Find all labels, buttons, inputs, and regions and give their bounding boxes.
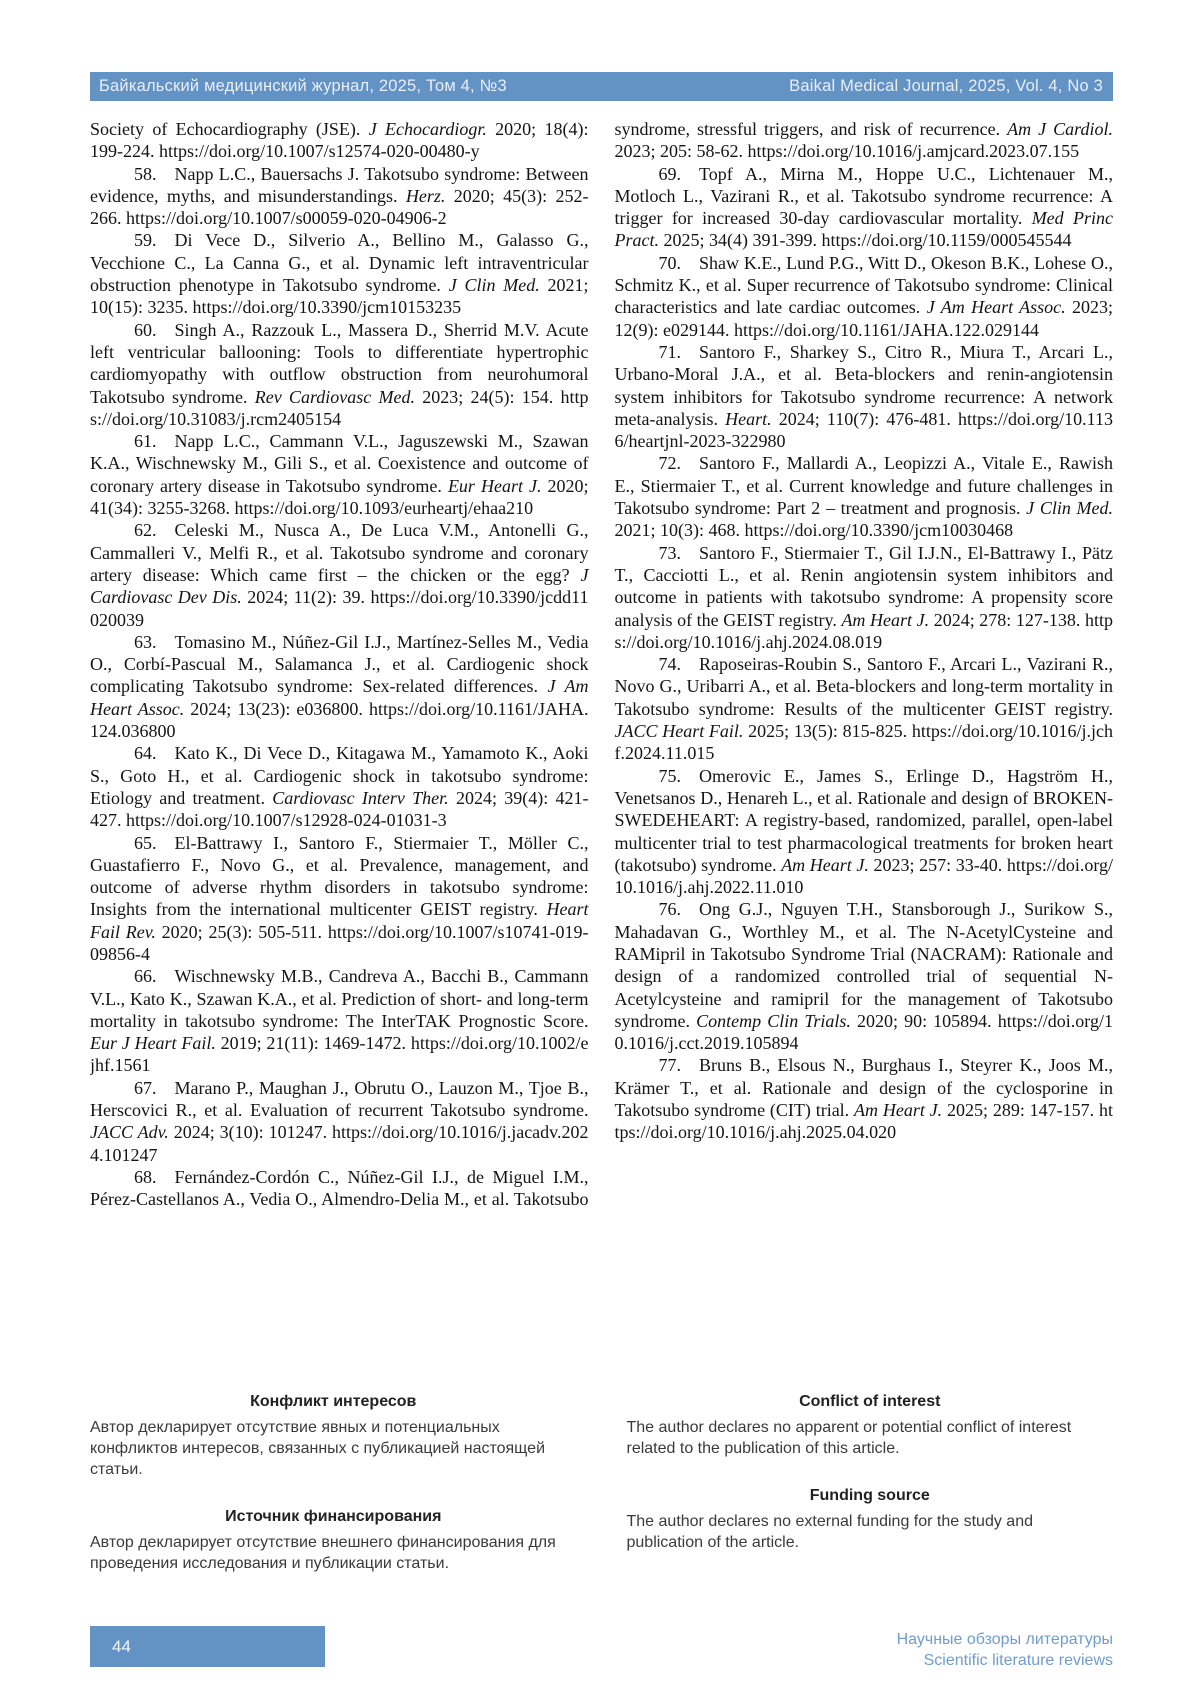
reference-item [90, 519, 589, 630]
conflict-heading-en: Conflict of interest [799, 1393, 941, 1410]
reference-doi: https://doi.org/10.3390/jcdd11020039 [90, 587, 589, 630]
reference-number: 74. [658, 654, 699, 675]
reference-text: Napp L.C., Cammann V.L., Jaguszewski M., Szawan K.A., Wischnewsky M., Gili S., et al. Coexistence and outcome of coronary artery disease in Takotsubo syndrome. [90, 431, 589, 496]
reference-text: 2024; 11(2): 39. [241, 587, 371, 608]
reference-doi: https://doi.org/10.1016/j.jacadv.2024.101247 [90, 1122, 589, 1165]
funding-text-en: The author declares no external funding for the study and publication of the article. [626, 1513, 1033, 1551]
reference-journal: Heart. [725, 408, 772, 429]
reference-number: 61. [134, 431, 175, 452]
reference-item [90, 118, 589, 163]
reference-text: El-Battrawy I., Santoro F., Stiermaier T., Möller C., Guastafierro F., Novo G., et al. Prevalence, management, and outcome of adverse rhythm disorders in takotsubo syndrome: Insights from the international multicenter GEIST registry. [90, 832, 589, 920]
reference-number: 76. [658, 899, 699, 920]
reference-text: Tomasino M., Núñez-Gil I.J., Martínez-Selles M., Vedia O., Corbí-Pascual M., Salamanca J., et al. Cardiogenic shock complicating Takotsubo syndrome: Sex-related differences. [90, 631, 589, 697]
reference-doi: https://doi.org/10.1016/j.jchf.2024.11.015 [614, 721, 1113, 764]
reference-text: 2021; 10(15): 3235. [90, 275, 589, 318]
reference-number: 59. [134, 230, 175, 251]
reference-journal: Eur Heart J. [447, 475, 542, 496]
reference-doi: https://doi.org/10.1161/JAHA.122.029144 [733, 319, 1039, 340]
reference-text: 2024; 278: 127-138. [929, 609, 1085, 630]
reference-journal: Cardiovasc Interv Ther. [272, 787, 449, 808]
reference-item [615, 1054, 1114, 1143]
journal-title-ru: Байкальский медицинский журнал, 2025, Том 4, №3 [99, 77, 507, 95]
reference-text: Celeski M., Nusca A., De Luca V.M., Antonelli G., Cammalleri V., Melfi R., et al. Takotsubo syndrome and coronary artery disease: Which came first – the chicken or the egg? [90, 520, 589, 585]
reference-number: 66. [134, 966, 175, 987]
reference-item [615, 452, 1114, 541]
reference-text: 2020; 90: 105894. [850, 1010, 998, 1031]
reference-item [615, 542, 1114, 653]
reference-doi: https://doi.org/10.1161/JAHA.124.036800 [90, 698, 589, 742]
reference-number: 67. [134, 1077, 175, 1098]
reference-item [615, 653, 1114, 764]
reference-number: 72. [658, 453, 699, 474]
reference-item [615, 765, 1114, 899]
reference-text: Raposeiras-Roubin S., Santoro F., Arcari L., Vazirani R., Novo G., Uribarri A., et al. Beta-blockers and long-term mortality in Takotsubo syndrome: Results of the multicenter GEIST registry. [614, 654, 1113, 719]
conflict-text-ru: Автор декларирует отсутствие явных и потенциальных конфликтов интересов, связанных с публикацией настоящей статьи. [90, 1419, 545, 1478]
reference-text: Marano P., Maughan J., Obrutu O., Lauzon M., Tjoe B., Herscovici R., et al. Evaluation of recurrent Takotsubo syndrome. [90, 1077, 589, 1121]
reference-journal: J Am Heart Assoc. [926, 297, 1066, 318]
reference-doi: https://doi.org/10.1136/heartjnl-2023-322980 [614, 408, 1113, 452]
reference-item [90, 1077, 589, 1166]
reference-journal: J Am Heart Assoc. [90, 676, 589, 719]
declarations-section [90, 1391, 1113, 1574]
conflict-text-en: The author declares no apparent or potential conflict of interest related to the publication of this article. [626, 1419, 1072, 1457]
reference-number: 75. [658, 765, 699, 786]
reference-journal: Med Princ Pract. [614, 208, 1113, 251]
reference-text: 2020; 18(4): 199-224. [90, 119, 589, 162]
reference-text: 2024; 39(4): 421-427. [90, 787, 589, 831]
reference-number: 71. [658, 341, 699, 362]
reference-journal: J Clin Med. [1026, 498, 1113, 519]
reference-doi: https://doi.org/10.1007/s12574-020-00480-y [159, 141, 480, 162]
reference-item [90, 430, 589, 519]
reference-item [615, 163, 1114, 252]
reference-doi: https://doi.org/10.1016/j.ahj.2024.08.019 [614, 609, 1113, 652]
reference-journal: JACC Heart Fail. [614, 721, 744, 742]
reference-doi: https://doi.org/10.1016/j.ahj.2025.04.020 [614, 1100, 1113, 1143]
reference-text: 2023; 24(5): 154. [415, 386, 561, 407]
funding-heading-en: Funding source [809, 1487, 930, 1504]
reference-text: 2024; 3(10): 101247. [168, 1122, 333, 1143]
reference-journal: Eur J Heart Fail. [90, 1033, 216, 1054]
reference-text: 2020; 25(3): 505-511. [155, 921, 328, 942]
reference-text: 2020; 41(34): 3255-3268. [90, 475, 589, 519]
reference-text: Society of Echocardiography (JSE). [90, 119, 369, 139]
reference-doi: https://doi.org/10.3390/jcm10030468 [744, 520, 1014, 541]
reference-item [615, 252, 1114, 341]
page-footer [90, 1626, 1113, 1671]
reference-doi: https://doi.org/10.1016/j.ahj.2022.11.010 [614, 854, 1113, 898]
section-label [897, 1626, 1113, 1671]
funding-heading-ru: Источник финансирования [225, 1508, 442, 1525]
reference-doi: https://doi.org/10.31083/j.rcm2405154 [90, 386, 589, 429]
references-flow [90, 118, 1113, 1214]
reference-doi: https://doi.org/10.1007/s10741-019-09856-4 [90, 921, 589, 964]
reference-journal: Contemp Clin Trials. [696, 1010, 851, 1031]
reference-journal: Rev Cardiovasc Med. [254, 386, 415, 407]
reference-number: 63. [134, 631, 175, 652]
reference-journal: Am Heart J. [854, 1100, 943, 1121]
reference-number: 77. [658, 1055, 699, 1076]
reference-text: Di Vece D., Silverio A., Bellino M., Galasso G., Vecchione C., La Canna G., et al. Dynamic left intraventricular obstruction phenotype in Takotsubo syndrome. [90, 230, 589, 296]
section-label-en: Scientific literature reviews [923, 1651, 1113, 1669]
reference-text: 2021; 10(3): 468. [614, 520, 745, 541]
funding-text-ru: Автор декларирует отсутствие внешнего финансирования для проведения исследования и публикации статьи. [90, 1534, 556, 1572]
conflict-heading-ru: Конфликт интересов [250, 1393, 417, 1410]
reference-item [90, 832, 589, 966]
reference-text: Shaw K.E., Lund P.G., Witt D., Okeson B.K., Lohese O., Schmitz K., et al. Super recurrence of Takotsubo syndrome: Clinical characteristics and late cardiac outcomes. [614, 252, 1113, 318]
reference-item [90, 163, 589, 230]
page-number: 44 [112, 1636, 131, 1656]
reference-text: 2025; 13(5): 815-825. [743, 721, 912, 742]
reference-journal: Am Heart J. [781, 854, 869, 875]
reference-text: 2025; 34(4) 391-399. [659, 230, 822, 251]
reference-item [615, 341, 1114, 452]
reference-number: 73. [658, 542, 699, 563]
reference-text: 2019; 21(11): 1469-1472. [215, 1033, 411, 1054]
reference-item [90, 229, 589, 318]
page-number-box [90, 1626, 325, 1667]
reference-journal: Am J Cardiol. [1007, 119, 1113, 139]
declarations-ru [90, 1391, 577, 1574]
reference-doi: https://doi.org/10.1007/s00059-020-04906-2 [126, 208, 447, 229]
reference-text: 2023; 205: 58-62. [614, 141, 748, 162]
reference-text: 2020; 45(3): 252-266. [90, 185, 589, 229]
reference-item [90, 319, 589, 430]
reference-text: 2023; 12(9): e029144. [614, 297, 1113, 340]
reference-journal: JACC Adv. [90, 1122, 169, 1143]
reference-text: Singh A., Razzouk L., Massera D., Sherrid M.V. Acute left ventricular ballooning: Tools to differentiate hypertrophic cardiomyopathy with outflow obstruction from neurohumoral Takotsubo syndrome. [90, 319, 589, 407]
reference-text: Santoro F., Stiermaier T., Gil I.J.N., El-Battrawy I., Pätz T., Cacciotti L., et al. Renin angiotensin system inhibitors and outcome in patients with takotsubo syndrome: A propensity score analysis of the GEIST registry. [614, 542, 1113, 630]
reference-text: Kato K., Di Vece D., Kitagawa M., Yamamoto K., Aoki S., Goto H., et al. Cardiogenic shock in takotsubo syndrome: Etiology and treatment. [90, 743, 589, 808]
reference-number: 58. [134, 163, 175, 184]
reference-item [90, 965, 589, 1076]
reference-doi: https://doi.org/10.3390/jcm10153235 [192, 297, 462, 318]
reference-text: 2025; 289: 147-157. [942, 1100, 1099, 1121]
section-label-ru: Научные обзоры литературы [896, 1631, 1113, 1648]
reference-journal: J Clin Med. [448, 275, 540, 296]
reference-item [90, 631, 589, 742]
reference-journal: Herz. [405, 185, 446, 206]
reference-doi: https://doi.org/10.1093/eurheartj/ehaa210 [234, 498, 534, 519]
reference-number: 60. [134, 319, 175, 340]
reference-journal: Am Heart J. [841, 609, 930, 630]
reference-doi: https://doi.org/10.1159/000545544 [821, 230, 1072, 251]
reference-item [615, 898, 1114, 1054]
reference-text: Omerovic E., James S., Erlinge D., Hagström H., Venetsanos D., Henareh L., et al. Rationale and design of BROKEN-SWEDEHEART: A registry-based, randomized, parallel, open-label multicenter trial to test pharmacological treatments for broken heart (takotsubo) syndrome. [614, 765, 1113, 875]
reference-text: 2024; 13(23): e036800. [184, 698, 369, 719]
reference-doi: https://doi.org/10.1007/s12928-024-01031-3 [126, 810, 447, 831]
reference-doi: https://doi.org/10.1002/ejhf.1561 [90, 1033, 589, 1076]
journal-header-bar [90, 72, 1113, 101]
journal-title-en: Baikal Medical Journal, 2025, Vol. 4, No 3 [789, 77, 1103, 95]
reference-text: Ong G.J., Nguyen T.H., Stansborough J., Surikow S., Mahadavan G., Worthley M., et al. The N-AcetylCysteine and RAMipril in Takotsubo Syndrome Trial (NACRAM): Rationale and design of a randomized controlled trial of sequential N-Acetylcysteine and ramipril for the management of Takotsubo syndrome. [614, 899, 1113, 1031]
reference-text: Santoro F., Sharkey S., Citro R., Miura T., Arcari L., Urbano-Moral J.A., et al. Beta-blockers and renin-angiotensin system inhibitors for Takotsubo syndrome recurrence: A network meta-analysis. [614, 341, 1113, 429]
declarations-en [627, 1391, 1114, 1574]
reference-journal: J Echocardiogr. [368, 119, 487, 139]
reference-item [90, 742, 589, 831]
reference-doi: https://doi.org/10.1016/j.amjcard.2023.07.155 [747, 141, 1080, 162]
reference-text: Santoro F., Mallardi A., Leopizzi A., Vitale E., Rawish E., Stiermaier T., et al. Current knowledge and future challenges in Takotsubo syndrome: Part 2 – treatment and prognosis. [614, 453, 1113, 519]
reference-text: Fernández-Cordón C., Núñez-Gil I.J., de Miguel I.M., Pérez-Castellanos A., Vedia O., Almendro-Delia M., et al. Takotsubo syndrome, stressful triggers, and risk of recurrence. [90, 119, 1008, 1210]
reference-number: 64. [134, 743, 175, 764]
reference-journal: Heart Fail Rev. [90, 899, 589, 942]
reference-number: 65. [134, 832, 175, 853]
reference-number: 62. [134, 520, 175, 541]
reference-text: Wischnewsky M.B., Candreva A., Bacchi B., Cammann V.L., Kato K., Szawan K.A., et al. Prediction of short- and long-term mortality in takotsubo syndrome: The InterTAK Prognostic Score. [90, 966, 589, 1031]
reference-number: 68. [134, 1166, 175, 1187]
reference-text: 2023; 257: 33-40. [868, 854, 1007, 875]
reference-text: Napp L.C., Bauersachs J. Takotsubo syndrome: Between evidence, myths, and misunderstandings. [90, 163, 589, 206]
reference-text: Topf A., Mirna M., Hoppe U.C., Lichtenauer M., Motloch L., Vazirani R., et al. Takotsubo syndrome recurrence: A trigger for increased 30-day cardiovascular mortality. [614, 163, 1113, 229]
reference-number: 70. [658, 252, 699, 273]
reference-number: 69. [658, 163, 699, 184]
reference-text: 2024; 110(7): 476-481. [771, 408, 958, 429]
reference-text: Bruns B., Elsous N., Burghaus I., Steyrer K., Joos M., Krämer T., et al. Rationale and design of the cyclosporine in Takotsubo syndrome (CIT) trial. [614, 1055, 1113, 1121]
reference-journal: J Cardiovasc Dev Dis. [90, 564, 589, 608]
reference-doi: https://doi.org/10.1016/j.cct.2019.105894 [614, 1010, 1113, 1054]
